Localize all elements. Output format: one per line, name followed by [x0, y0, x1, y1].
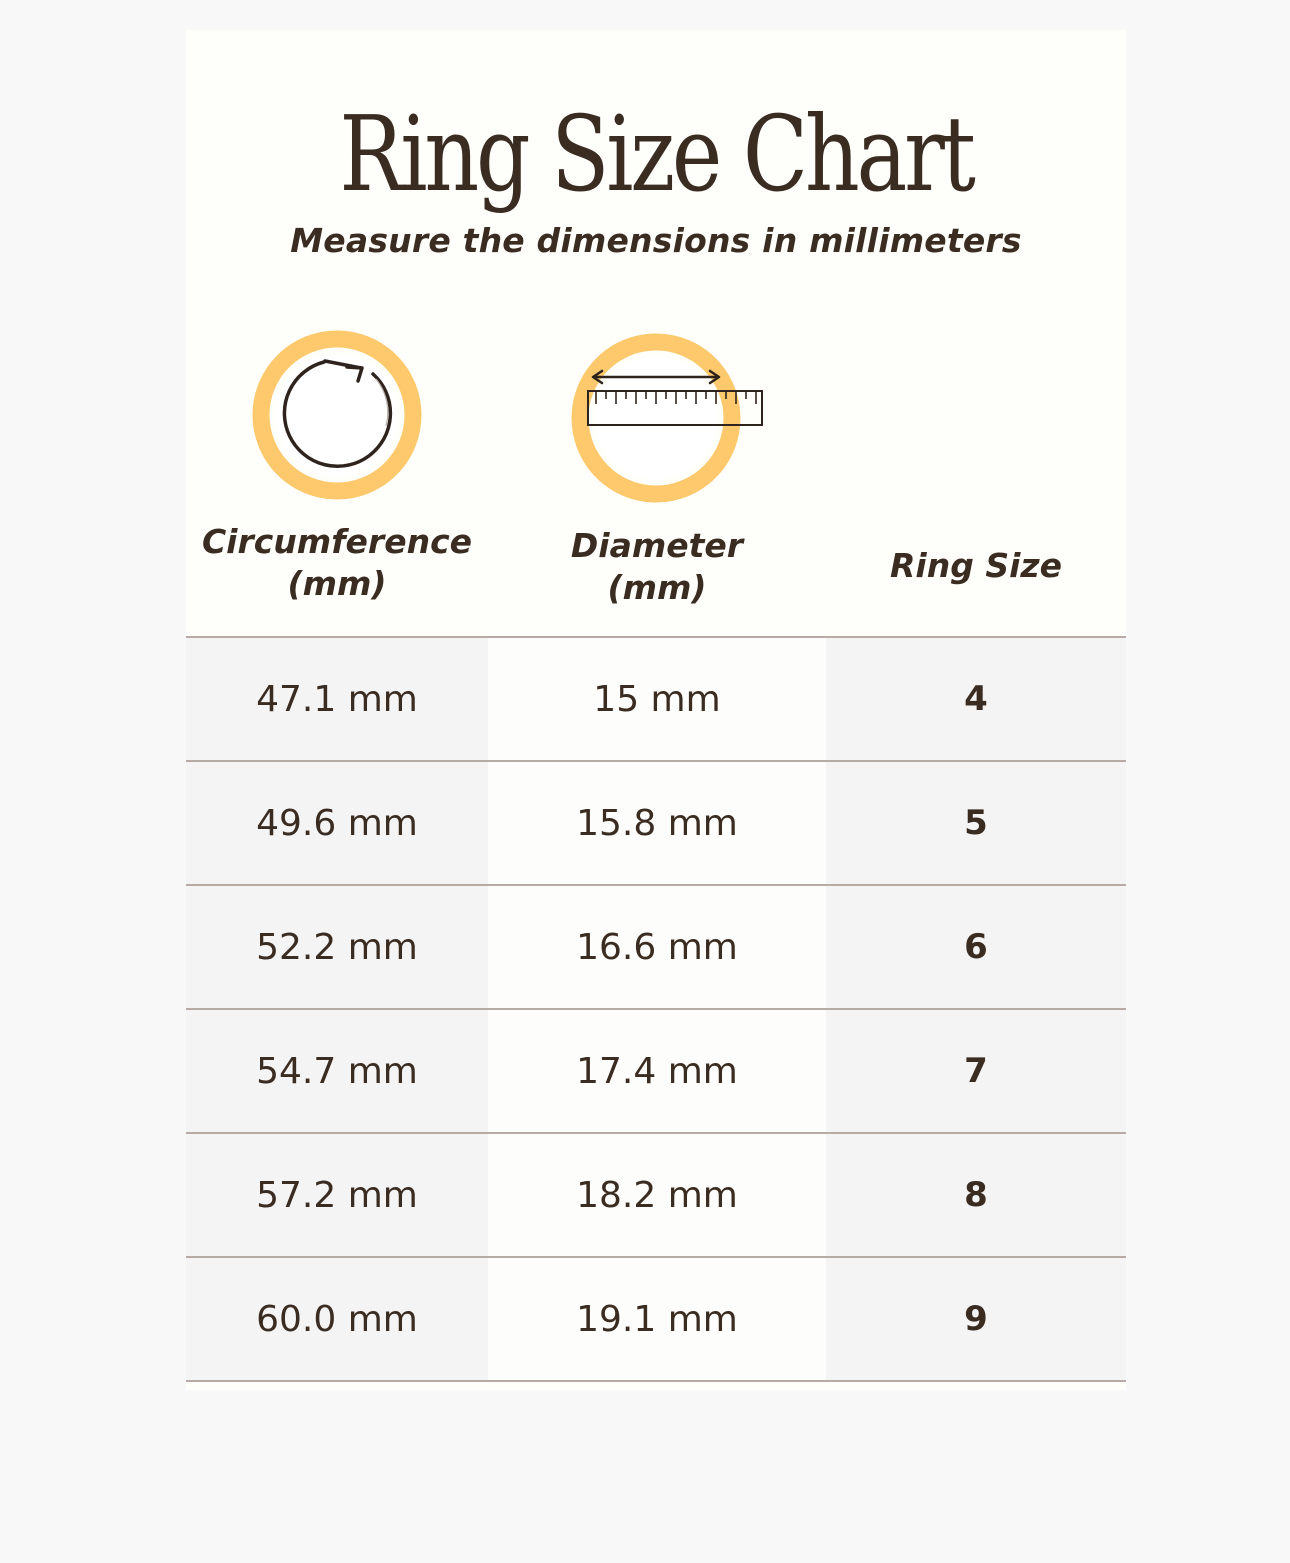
- header-circumference: [186, 521, 488, 605]
- cell-ring-size: 7: [826, 1010, 1126, 1132]
- circular-arrow-ring-icon: [248, 326, 426, 504]
- cell-circumference: 57.2 mm: [186, 1134, 488, 1256]
- cell-circumference: 52.2 mm: [186, 886, 488, 1008]
- cell-ring-size: 6: [826, 886, 1126, 1008]
- cell-circumference: 60.0 mm: [186, 1258, 488, 1380]
- table-row: [186, 1258, 1126, 1382]
- table-row: [186, 1010, 1126, 1134]
- header-diameter: [488, 525, 826, 609]
- cell-diameter: 17.4 mm: [488, 1010, 826, 1132]
- header-ring-size: [826, 545, 1126, 587]
- header-ring-size-label: Ring Size: [890, 546, 1062, 585]
- cell-ring-size: 4: [826, 638, 1126, 760]
- header-diameter-line1: Diameter: [570, 526, 744, 565]
- table-row: [186, 886, 1126, 1010]
- header-diameter-line2: (mm): [607, 568, 707, 607]
- cell-ring-size: 5: [826, 762, 1126, 884]
- table-row: [186, 1134, 1126, 1258]
- cell-circumference: 49.6 mm: [186, 762, 488, 884]
- header-circumference-line1: Circumference: [201, 522, 473, 561]
- cell-diameter: 15 mm: [488, 638, 826, 760]
- cell-diameter: 16.6 mm: [488, 886, 826, 1008]
- cell-ring-size: 8: [826, 1134, 1126, 1256]
- cell-diameter: 19.1 mm: [488, 1258, 826, 1380]
- table-row: [186, 638, 1126, 762]
- table-row: [186, 762, 1126, 886]
- ruler-ring-icon: [568, 332, 768, 510]
- cell-circumference: 47.1 mm: [186, 638, 488, 760]
- ring-size-card: [186, 30, 1126, 1390]
- cell-diameter: 15.8 mm: [488, 762, 826, 884]
- ring-size-table: [186, 636, 1126, 1382]
- cell-diameter: 18.2 mm: [488, 1134, 826, 1256]
- page-subtitle: Measure the dimensions in millimeters: [290, 221, 1022, 260]
- header-circumference-line2: (mm): [287, 564, 387, 603]
- page-title: Ring Size Chart: [339, 93, 973, 215]
- cell-ring-size: 9: [826, 1258, 1126, 1380]
- cell-circumference: 54.7 mm: [186, 1010, 488, 1132]
